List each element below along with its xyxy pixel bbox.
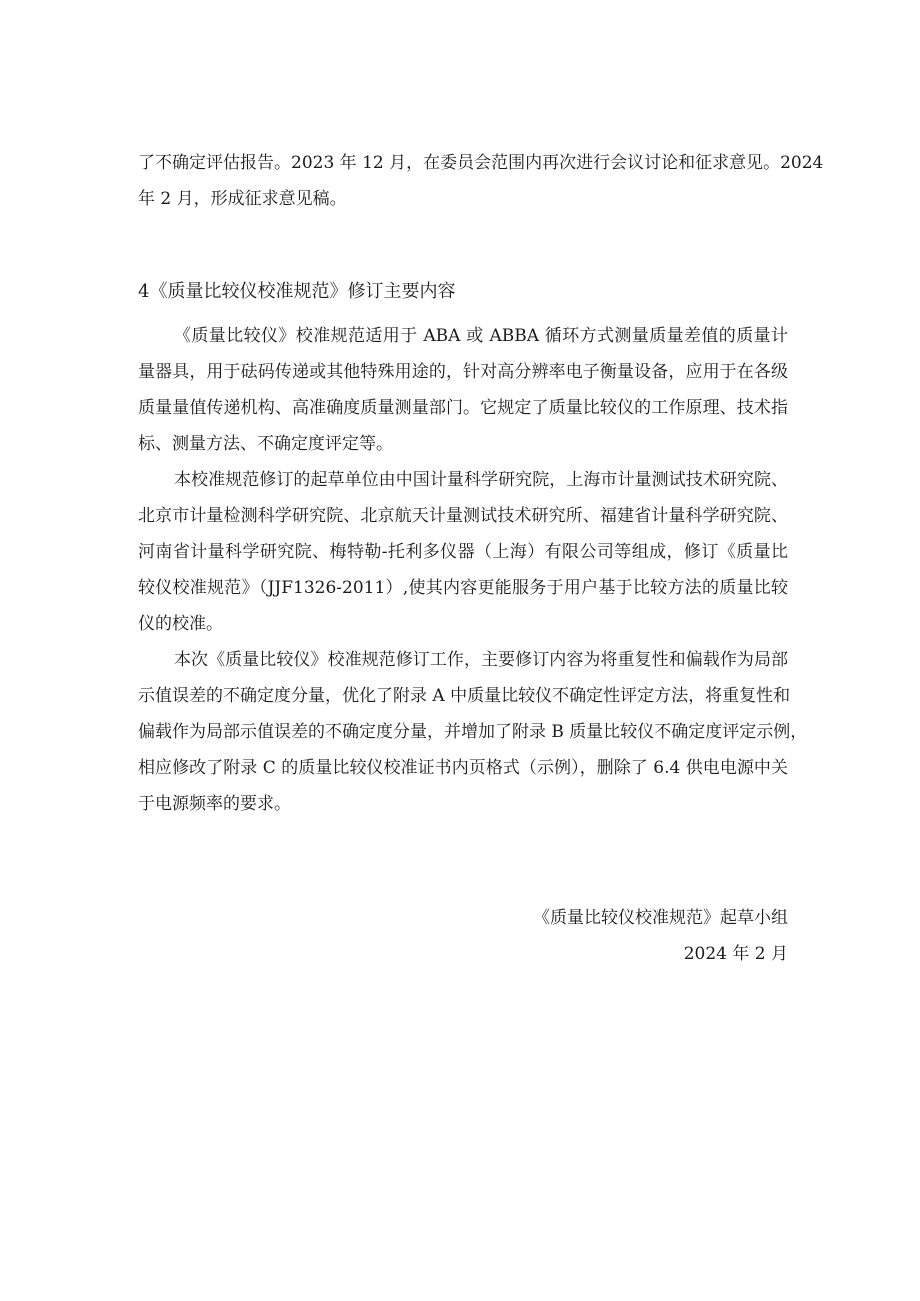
signature-group: 《质量比较仪校准规范》起草小组 (533, 908, 788, 928)
text-line: 偏载作为局部示值误差的不确定度分量，并增加了附录 B 质量比较仪不确定度评定示例， (138, 722, 808, 742)
text-line: 量器具，用于砝码传递或其他特殊用途的，针对高分辨率电子衡量设备，应用于在各级 (138, 362, 788, 382)
text-line: 仪的校准。 (138, 614, 223, 634)
text-line: 本校准规范修订的起草单位由中国计量科学研究院，上海市计量测试技术研究院、 (174, 470, 788, 490)
paragraph-scope (138, 318, 788, 462)
text-line: 年 2 月，形成征求意见稿。 (138, 189, 347, 209)
intro-paragraph (138, 145, 824, 217)
text-line: 本次《质量比较仪》校准规范修订工作，主要修订内容为将重复性和偏载作为局部 (174, 650, 788, 670)
paragraph-drafting-units (138, 462, 788, 642)
text-line: 于电源频率的要求。 (138, 794, 291, 814)
text-line: 北京市计量检测科学研究院、北京航天计量测试技术研究所、福建省计量科学研究院、 (138, 506, 788, 526)
paragraph-revision-content (138, 642, 808, 822)
text-line: 河南省计量科学研究院、梅特勒-托利多仪器（上海）有限公司等组成，修订《质量比 (138, 542, 788, 562)
text-line: 相应修改了附录 C 的质量比较仪校准证书内页格式（示例），删除了 6.4 供电电源中关 (138, 758, 788, 778)
section-heading: 4《质量比较仪校准规范》修订主要内容 (138, 281, 456, 302)
text-line: 质量量值传递机构、高准确度质量测量部门。它规定了质量比较仪的工作原理、技术指 (138, 398, 788, 418)
text-line: 示值误差的不确定度分量，优化了附录 A 中质量比较仪不确定性评定方法，将重复性和 (138, 686, 791, 706)
text-line: 标、测量方法、不确定度评定等。 (138, 434, 393, 454)
signature-date: 2024 年 2 月 (683, 944, 788, 964)
text-line: 较仪校准规范》（JJF1326-2011）,使其内容更能服务于用户基于比较方法的质量比较 (138, 578, 788, 598)
text-line: 了不确定评估报告。2023 年 12 月，在委员会范围内再次进行会议讨论和征求意见。2024 (138, 153, 824, 173)
text-line: 《质量比较仪》校准规范适用于 ABA 或 ABBA 循环方式测量质量差值的质量计 (174, 326, 788, 346)
